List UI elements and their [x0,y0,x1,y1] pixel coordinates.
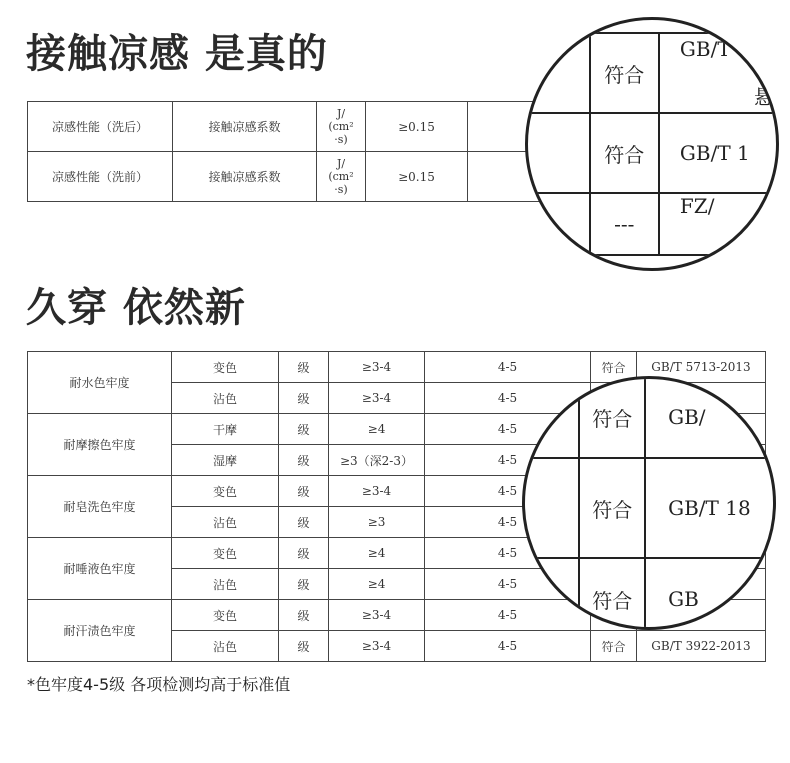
magnifier-lens [525,17,779,271]
magnified-row [523,458,771,558]
magnified-row [523,558,771,630]
table-cell-value: 4-5 [425,631,591,662]
table-cell-standard: GB/T 5713-2013 [637,352,766,383]
table-cell-param: 接触凉感系数 [173,152,317,202]
table-cell-result: 符合 [591,631,637,662]
footnote: *色牢度4-5级 各项检测均高于标准值 [27,675,291,694]
section-title-cooling: 接触凉感 是真的 [26,31,328,77]
table-cell-standard: GB/T 3922-2013 [637,631,766,662]
table-cell-sub: 湿摩 [172,445,279,476]
table-cell-sub: 变色 [172,352,279,383]
table-cell-value: 4-5 [425,476,591,507]
table-cell-unit: 级 [279,445,329,476]
table-cell-group: 耐摩擦色牢度 [28,414,172,476]
magnified-row [526,193,774,255]
magnified-standard: GB/ [645,377,771,458]
unit-text: J/ (cm² ·s) [328,107,354,146]
magnified-standard [659,33,774,113]
magnified-table [526,32,774,256]
table-cell-requirement: ≥0.15 [366,102,468,152]
table-cell-requirement: ≥0.15 [366,152,468,202]
table-cell-group: 耐水色牢度 [28,352,172,414]
magnified-row [526,113,774,193]
table-cell-requirement: ≥4 [329,414,425,445]
table-cell-value: 4-5 [425,445,591,476]
magnified-blank-cell [523,458,579,558]
magnified-blank-cell [526,33,590,113]
cooling-test-table [27,101,565,202]
table-cell-requirement: ≥3（深2-3） [329,445,425,476]
magnified-standard-line: 悬 [754,85,774,109]
magnified-result: 符合 [590,113,659,193]
table-cell-unit [317,152,366,202]
magnified-row [523,377,771,458]
table-cell-group: 耐汗渍色牢度 [28,600,172,662]
magnified-standard: FZ/ [659,193,774,255]
table-cell-requirement: ≥4 [329,569,425,600]
magnified-table [523,377,771,630]
table-cell-item: 凉感性能（洗后） [28,102,173,152]
table-cell-unit: 级 [279,507,329,538]
table-cell-unit: 级 [279,538,329,569]
table-cell-sub: 变色 [172,476,279,507]
table-row [28,152,565,202]
table-cell-group: 耐唾液色牢度 [28,538,172,600]
magnified-result: 符合 [579,377,645,458]
table-cell-sub: 变色 [172,600,279,631]
magnified-result: 符合 [590,33,659,113]
table-cell-unit: 级 [279,414,329,445]
table-cell-unit: 级 [279,600,329,631]
table-cell-sub: 沾色 [172,383,279,414]
table-cell-unit: 级 [279,383,329,414]
magnified-standard-line: 4 [761,61,774,85]
table-cell-requirement: ≥3 [329,507,425,538]
magnifier-lens [522,376,776,630]
table-cell-result: 符合 [591,352,637,383]
table-cell-requirement: ≥3-4 [329,631,425,662]
table-cell-group: 耐皂洗色牢度 [28,476,172,538]
table-cell-requirement: ≥3-4 [329,476,425,507]
magnified-blank-cell [523,558,579,630]
table-cell-unit: 级 [279,631,329,662]
table-cell-value: 4-5 [425,600,591,631]
magnified-result: 符合 [579,458,645,558]
table-cell-sub: 沾色 [172,569,279,600]
table-cell-value: 4-5 [425,383,591,414]
magnified-standard: GB/T 1 [659,113,774,193]
table-cell-sub: 干摩 [172,414,279,445]
table-cell-value: 4-5 [425,538,591,569]
table-cell-value: 4-5 [425,352,591,383]
table-cell-unit [317,102,366,152]
magnified-standard-line: GB/T [679,37,731,61]
table-cell-value: 4-5 [425,569,591,600]
table-cell-item: 凉感性能（洗前） [28,152,173,202]
table-cell-requirement: ≥3-4 [329,600,425,631]
table-cell-sub: 沾色 [172,507,279,538]
section-title-durability: 久穿 依然新 [26,285,246,331]
table-cell-param: 接触凉感系数 [173,102,317,152]
magnified-standard: GB [645,558,771,630]
table-cell-requirement: ≥4 [329,538,425,569]
table-row [28,102,565,152]
magnified-result: 符合 [579,558,645,630]
table-cell-requirement: ≥3-4 [329,352,425,383]
table-cell-sub: 沾色 [172,631,279,662]
table-cell-value: 4-5 [425,507,591,538]
magnified-blank-cell [523,377,579,458]
table-cell-unit: 级 [279,352,329,383]
table-cell-value: 4-5 [425,414,591,445]
table-cell-sub: 变色 [172,538,279,569]
magnified-result: --- [590,193,659,255]
unit-text: J/ (cm² ·s) [328,157,354,196]
magnified-blank-cell [526,113,590,193]
magnified-row [526,33,774,113]
table-cell-unit: 级 [279,476,329,507]
magnified-standard: GB/T 18 [645,458,771,558]
magnified-blank-cell [526,193,590,255]
table-cell-unit: 级 [279,569,329,600]
table-cell-requirement: ≥3-4 [329,383,425,414]
